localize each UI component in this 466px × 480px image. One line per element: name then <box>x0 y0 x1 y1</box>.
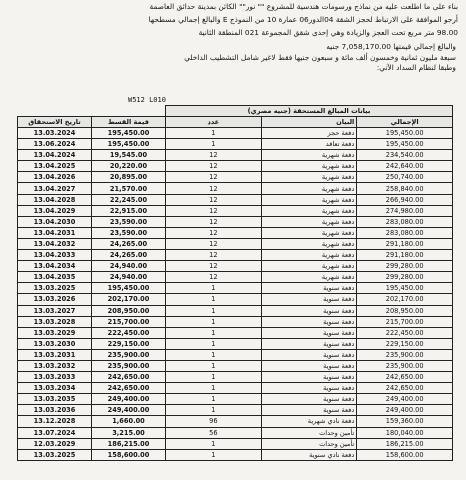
cell-count: 1 <box>166 360 262 371</box>
cell-amount: 22,245.00 <box>92 194 166 205</box>
table-row <box>18 261 453 272</box>
table-row <box>18 405 453 416</box>
cell-date: 13.03.2028 <box>18 316 92 327</box>
table-top-header: بيانات المبالغ المستحقة (جنيه مصري) <box>166 106 453 117</box>
cell-date: 13.03.2034 <box>18 383 92 394</box>
cell-date: 13.04.2031 <box>18 227 92 238</box>
cell-total: 235,900.00 <box>357 360 453 371</box>
table-row <box>18 150 453 161</box>
cell-count: 12 <box>166 250 262 261</box>
cell-amount: 242,650.00 <box>92 383 166 394</box>
cell-date: 13.03.2026 <box>18 294 92 305</box>
cell-count: 1 <box>166 316 262 327</box>
header-date: تاريخ الاستحقاق <box>18 117 92 128</box>
cell-amount: 249,400.00 <box>92 394 166 405</box>
table-row <box>18 438 453 449</box>
cell-date: 13.04.2024 <box>18 150 92 161</box>
cell-amount: 222,450.00 <box>92 327 166 338</box>
cell-desc: دفعة سنوية <box>261 327 357 338</box>
cell-count: 12 <box>166 216 262 227</box>
cell-count: 12 <box>166 227 262 238</box>
cell-date: 13.04.2030 <box>18 216 92 227</box>
cell-count: 1 <box>166 338 262 349</box>
table-row <box>18 394 453 405</box>
cell-desc: دفعة سنوية <box>261 349 357 360</box>
cell-desc: دفعة سنوية <box>261 360 357 371</box>
cell-desc: دفعة نادي سنوية <box>261 449 357 460</box>
table-row <box>18 272 453 283</box>
cell-total: 195,450.00 <box>357 139 453 150</box>
table-row <box>18 283 453 294</box>
cell-count: 1 <box>166 383 262 394</box>
table-row <box>18 172 453 183</box>
cell-total: 159,360.00 <box>357 416 453 427</box>
cell-amount: 158,600.00 <box>92 449 166 460</box>
cell-amount: 195,450.00 <box>92 128 166 139</box>
cell-amount: 22,915.00 <box>92 205 166 216</box>
cell-total: 195,450.00 <box>357 283 453 294</box>
table-row <box>18 161 453 172</box>
cell-desc: دفعة شهرية <box>261 150 357 161</box>
cell-desc: دفعة شهرية <box>261 161 357 172</box>
cell-desc: دفعة شهرية <box>261 183 357 194</box>
cell-date: 12.03.2029 <box>18 438 92 449</box>
cell-count: 56 <box>166 427 262 438</box>
table-row <box>18 427 453 438</box>
cell-desc: دفعة سنوية <box>261 405 357 416</box>
cell-amount: 23,590.00 <box>92 216 166 227</box>
cell-count: 1 <box>166 283 262 294</box>
cell-date: 13.03.2035 <box>18 394 92 405</box>
table-row <box>18 205 453 216</box>
cell-total: 250,740.00 <box>357 172 453 183</box>
cell-count: 12 <box>166 238 262 249</box>
cell-total: 229,150.00 <box>357 338 453 349</box>
cell-total: 180,040.00 <box>357 427 453 438</box>
table-row <box>18 194 453 205</box>
cell-amount: 202,170.00 <box>92 294 166 305</box>
cell-count: 12 <box>166 194 262 205</box>
cell-total: 235,900.00 <box>357 349 453 360</box>
cell-total: 249,400.00 <box>357 394 453 405</box>
cell-count: 12 <box>166 161 262 172</box>
cell-total: 299,280.00 <box>357 272 453 283</box>
cell-total: 249,400.00 <box>357 405 453 416</box>
cell-desc: دفعة شهرية <box>261 227 357 238</box>
cell-count: 12 <box>166 261 262 272</box>
table-row <box>18 383 453 394</box>
cell-date: 13.03.2030 <box>18 338 92 349</box>
cell-count: 12 <box>166 183 262 194</box>
cell-amount: 249,400.00 <box>92 405 166 416</box>
cell-total: 158,600.00 <box>357 449 453 460</box>
table-body <box>18 128 453 461</box>
intro-line-3: 98.00 متر مربع تحت العجز والزيادة وهي إحدى شقق المجموعة 021 المنطقة الثانية <box>198 28 458 37</box>
cell-count: 1 <box>166 305 262 316</box>
table-row <box>18 338 453 349</box>
cell-amount: 24,265.00 <box>92 250 166 261</box>
cell-date: 13.03.2029 <box>18 327 92 338</box>
cell-date: 13.07.2024 <box>18 427 92 438</box>
cell-desc: دفعة شهرية <box>261 194 357 205</box>
cell-date: 13.03.2025 <box>18 283 92 294</box>
cell-total: 291,180.00 <box>357 250 453 261</box>
cell-total: 222,450.00 <box>357 327 453 338</box>
header-total: الإجمالي <box>357 117 453 128</box>
price-line-3: وطبقا لنظام السداد الآتي: <box>376 63 456 72</box>
cell-date: 13.12.2028 <box>18 416 92 427</box>
cell-desc: دفعة سنوية <box>261 372 357 383</box>
cell-amount: 20,220.00 <box>92 161 166 172</box>
cell-count: 1 <box>166 449 262 460</box>
cell-date: 13.04.2025 <box>18 161 92 172</box>
cell-amount: 229,150.00 <box>92 338 166 349</box>
table-row <box>18 183 453 194</box>
cell-total: 234,540.00 <box>357 150 453 161</box>
cell-total: 195,450.00 <box>357 128 453 139</box>
cell-amount: 235,900.00 <box>92 349 166 360</box>
intro-line-1: بناء على ما اطلعت عليه من نماذج ورسومات هندسية للمشروع "" نور"" الكائن بمدينة حدائق العاصمة <box>149 2 458 11</box>
cell-date: 13.04.2033 <box>18 250 92 261</box>
price-line-2: سبعة مليون ثمانية وخمسون ألف مائة و سبعون جنيها فقط لاغير شامل التشطيب الداخلي <box>184 52 456 62</box>
cell-amount: 195,450.00 <box>92 283 166 294</box>
cell-date: 13.06.2024 <box>18 139 92 150</box>
price-line-1: والبالغ إجمالي قيمتها 7,058,170.00 جنيه <box>326 42 456 51</box>
table-row <box>18 349 453 360</box>
cell-total: 242,650.00 <box>357 383 453 394</box>
cell-total: 266,940.00 <box>357 194 453 205</box>
table-row <box>18 327 453 338</box>
cell-total: 274,980.00 <box>357 205 453 216</box>
cell-count: 1 <box>166 438 262 449</box>
cell-date: 13.03.2031 <box>18 349 92 360</box>
unit-code: W512 L010 <box>128 96 166 104</box>
cell-total: 215,700.00 <box>357 316 453 327</box>
cell-count: 1 <box>166 372 262 383</box>
cell-date: 13.04.2034 <box>18 261 92 272</box>
table-row <box>18 360 453 371</box>
cell-date: 13.03.2036 <box>18 405 92 416</box>
cell-desc: دفعة تعاقد <box>261 139 357 150</box>
payment-schedule-table <box>17 105 453 461</box>
cell-total: 283,080.00 <box>357 227 453 238</box>
table-row <box>18 139 453 150</box>
table-row <box>18 294 453 305</box>
cell-desc: دفعة سنوية <box>261 283 357 294</box>
cell-date: 13.04.2032 <box>18 238 92 249</box>
cell-date: 13.03.2027 <box>18 305 92 316</box>
cell-amount: 242,650.00 <box>92 372 166 383</box>
cell-date: 13.04.2035 <box>18 272 92 283</box>
price-text <box>20 42 456 74</box>
cell-amount: 3,215.00 <box>92 427 166 438</box>
table-row <box>18 449 453 460</box>
cell-count: 1 <box>166 294 262 305</box>
cell-desc: دفعة شهرية <box>261 272 357 283</box>
cell-desc: دفعة سنوية <box>261 305 357 316</box>
cell-date: 13.04.2029 <box>18 205 92 216</box>
cell-amount: 186,215.00 <box>92 438 166 449</box>
header-count: عدد <box>166 117 262 128</box>
table-row <box>18 216 453 227</box>
table-row <box>18 305 453 316</box>
cell-amount: 235,900.00 <box>92 360 166 371</box>
cell-desc: دفعة سنوية <box>261 294 357 305</box>
cell-amount: 215,700.00 <box>92 316 166 327</box>
cell-count: 12 <box>166 172 262 183</box>
cell-desc: دفعة نادي شهرية <box>261 416 357 427</box>
cell-desc: تأمين وحدات <box>261 427 357 438</box>
cell-count: 12 <box>166 205 262 216</box>
table-row <box>18 227 453 238</box>
cell-count: 12 <box>166 272 262 283</box>
cell-total: 186,215.00 <box>357 438 453 449</box>
cell-amount: 24,940.00 <box>92 261 166 272</box>
table-row <box>18 238 453 249</box>
cell-total: 208,950.00 <box>357 305 453 316</box>
cell-desc: دفعة شهرية <box>261 238 357 249</box>
cell-desc: دفعة شهرية <box>261 216 357 227</box>
cell-amount: 21,570.00 <box>92 183 166 194</box>
cell-amount: 1,660.00 <box>92 416 166 427</box>
cell-total: 258,840.00 <box>357 183 453 194</box>
cell-amount: 23,590.00 <box>92 227 166 238</box>
cell-desc: دفعة حجز <box>261 128 357 139</box>
header-description: البيان <box>261 117 357 128</box>
cell-total: 202,170.00 <box>357 294 453 305</box>
cell-desc: دفعة شهرية <box>261 205 357 216</box>
table-row <box>18 250 453 261</box>
cell-date: 13.03.2032 <box>18 360 92 371</box>
cell-total: 242,650.00 <box>357 372 453 383</box>
cell-amount: 20,895.00 <box>92 172 166 183</box>
cell-amount: 208,950.00 <box>92 305 166 316</box>
cell-date: 13.03.2033 <box>18 372 92 383</box>
cell-date: 13.03.2024 <box>18 128 92 139</box>
cell-count: 1 <box>166 128 262 139</box>
cell-total: 299,280.00 <box>357 261 453 272</box>
intro-text <box>8 0 458 39</box>
cell-date: 13.04.2027 <box>18 183 92 194</box>
cell-date: 13.03.2025 <box>18 449 92 460</box>
table-row <box>18 316 453 327</box>
cell-count: 96 <box>166 416 262 427</box>
cell-count: 1 <box>166 349 262 360</box>
cell-desc: دفعة شهرية <box>261 261 357 272</box>
cell-count: 1 <box>166 394 262 405</box>
cell-count: 1 <box>166 139 262 150</box>
table-row <box>18 372 453 383</box>
cell-desc: دفعة سنوية <box>261 394 357 405</box>
cell-amount: 195,450.00 <box>92 139 166 150</box>
cell-desc: دفعة سنوية <box>261 338 357 349</box>
cell-count: 1 <box>166 405 262 416</box>
cell-desc: تأمين وحدات <box>261 438 357 449</box>
cell-desc: دفعة شهرية <box>261 250 357 261</box>
cell-desc: دفعة سنوية <box>261 383 357 394</box>
table-row <box>18 128 453 139</box>
cell-desc: دفعة شهرية <box>261 172 357 183</box>
cell-date: 13.04.2026 <box>18 172 92 183</box>
cell-date: 13.04.2028 <box>18 194 92 205</box>
cell-amount: 19,545.00 <box>92 150 166 161</box>
intro-line-2: أرجو الموافقة على الارتباط لحجز الشقة 04الدور06 عمارة 10 من النموذج E والبالغ إجمالي مسطحها <box>148 15 458 24</box>
header-amount: قيمة القسط <box>92 117 166 128</box>
cell-desc: دفعة سنوية <box>261 316 357 327</box>
table-row <box>18 416 453 427</box>
cell-amount: 24,940.00 <box>92 272 166 283</box>
cell-total: 242,640.00 <box>357 161 453 172</box>
cell-amount: 24,265.00 <box>92 238 166 249</box>
cell-count: 1 <box>166 327 262 338</box>
cell-count: 12 <box>166 150 262 161</box>
cell-total: 283,080.00 <box>357 216 453 227</box>
cell-total: 291,180.00 <box>357 238 453 249</box>
